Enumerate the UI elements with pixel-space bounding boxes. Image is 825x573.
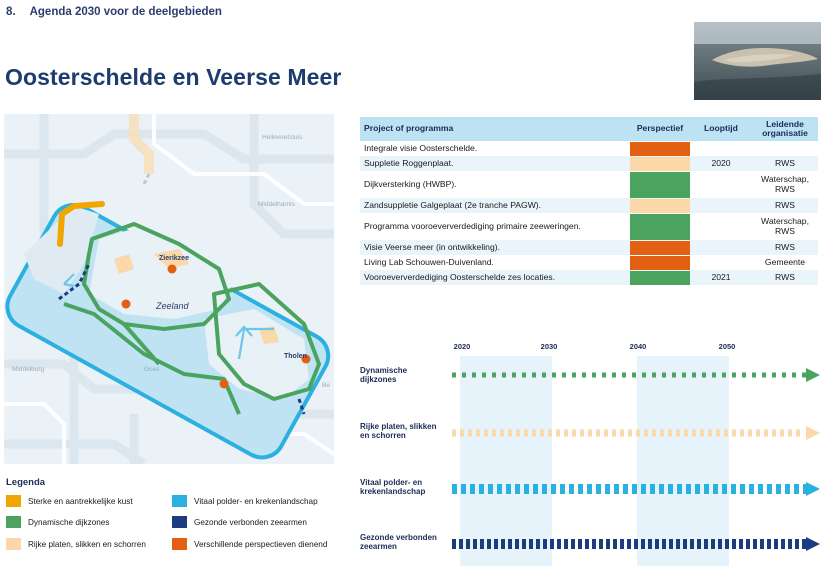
table-row <box>360 255 818 270</box>
project-cell: Zandsuppletie Galgeplaat (2e tranche PAGW). <box>360 198 630 213</box>
map-label-goes: Goes <box>144 366 160 373</box>
map-label-tholen: Tholen <box>284 353 307 360</box>
period-cell: 2021 <box>690 270 752 285</box>
legend-label: Verschillende perspectieven dienend <box>194 539 328 549</box>
table-row <box>360 156 818 171</box>
legend-item <box>172 516 307 528</box>
perspective-swatch <box>630 157 690 171</box>
timeline-track-arrow <box>452 368 820 382</box>
map-label-zierikzee: Zierikzee <box>159 255 189 262</box>
page-title: Oosterschelde en Veerse Meer <box>5 64 342 90</box>
map-label-middelharnis: Middelharnis <box>258 201 295 208</box>
legend-swatch <box>172 495 187 507</box>
map <box>4 114 334 464</box>
project-cell: Dijkversterking (HWBP). <box>360 171 630 198</box>
legend-swatch <box>172 516 187 528</box>
timeline-year: 2040 <box>629 342 647 351</box>
legend-item <box>172 495 318 507</box>
period-cell <box>690 171 752 198</box>
legend-label: Vitaal polder- en krekenlandschap <box>194 496 318 506</box>
legend-item <box>6 516 109 528</box>
header-perspective: Perspectief <box>630 117 690 141</box>
perspective-swatch <box>630 214 690 240</box>
perspective-cell <box>630 240 690 255</box>
lead-cell <box>752 141 818 156</box>
perspective-swatch <box>630 172 690 198</box>
project-cell: Suppletie Roggenplaat. <box>360 156 630 171</box>
legend-swatch <box>6 495 21 507</box>
legend-swatch <box>6 538 21 550</box>
legend-swatch <box>172 538 187 550</box>
lead-cell: Waterschap, RWS <box>752 213 818 240</box>
legend-item <box>6 538 146 550</box>
perspective-cell <box>630 171 690 198</box>
timeline-track-arrow <box>452 482 820 496</box>
perspective-cell <box>630 270 690 285</box>
header-project: Project of programma <box>360 117 630 141</box>
timeline-decade-band <box>637 356 729 566</box>
lead-cell: RWS <box>752 198 818 213</box>
timeline <box>360 342 822 564</box>
program-table <box>360 117 818 285</box>
table-row <box>360 270 818 285</box>
section-heading <box>6 6 222 18</box>
period-cell <box>690 198 752 213</box>
timeline-track-label: Gezonde verbonden zeearmen <box>360 533 437 552</box>
table-row <box>360 213 818 240</box>
timeline-year: 2020 <box>453 342 471 351</box>
perspective-swatch <box>630 199 690 213</box>
timeline-year: 2030 <box>540 342 558 351</box>
period-cell: 2020 <box>690 156 752 171</box>
aerial-photo <box>694 22 821 100</box>
legend-title: Legenda <box>6 477 46 488</box>
table-header-row <box>360 117 818 141</box>
header-period: Looptijd <box>690 117 752 141</box>
legend-label: Sterke en aantrekkelijke kust <box>28 496 133 506</box>
project-cell: Visie Veerse meer (in ontwikkeling). <box>360 240 630 255</box>
timeline-track-arrow <box>452 537 820 551</box>
perspective-swatch <box>630 256 690 270</box>
perspective-swatch <box>630 241 690 255</box>
perspective-cell <box>630 156 690 171</box>
lead-cell: RWS <box>752 240 818 255</box>
map-label-middelburg: Middelburg <box>12 366 45 373</box>
timeline-year: 2050 <box>718 342 736 351</box>
period-cell <box>690 255 752 270</box>
timeline-decade-band <box>460 356 552 566</box>
legend-item <box>6 495 133 507</box>
project-cell: Vooroeververdediging Oosterschelde zes locaties. <box>360 270 630 285</box>
lead-cell: RWS <box>752 270 818 285</box>
perspective-cell <box>630 255 690 270</box>
table-row <box>360 240 818 255</box>
project-cell: Living Lab Schouwen-Duivenland. <box>360 255 630 270</box>
lead-cell: RWS <box>752 156 818 171</box>
map-label-zeeland: Zeeland <box>156 301 189 311</box>
perspective-swatch <box>630 142 690 156</box>
perspective-cell <box>630 213 690 240</box>
table-row <box>360 141 818 156</box>
lead-cell: Gemeente <box>752 255 818 270</box>
table-row <box>360 198 818 213</box>
map-label-bergen: Be <box>322 382 330 389</box>
timeline-track-label: Rijke platen, slikken en schorren <box>360 422 437 441</box>
legend-label: Gezonde verbonden zeearmen <box>194 517 307 527</box>
section-number: 8. <box>6 6 16 18</box>
map-label-hellevoetsluis: Hellevoetsluis <box>262 134 303 141</box>
legend-swatch <box>6 516 21 528</box>
timeline-track-label: Dynamische dijkzones <box>360 366 408 385</box>
timeline-track-label: Vitaal polder- en krekenlandschap <box>360 478 426 497</box>
perspective-cell <box>630 198 690 213</box>
header-lead: Leidende organisatie <box>752 117 818 141</box>
project-cell: Integrale visie Oosterschelde. <box>360 141 630 156</box>
legend-label: Dynamische dijkzones <box>28 517 110 527</box>
legend-item <box>172 538 327 550</box>
period-cell <box>690 141 752 156</box>
perspective-swatch <box>630 271 690 285</box>
timeline-track-arrow <box>452 426 820 440</box>
section-title: Agenda 2030 voor de deelgebieden <box>29 6 222 18</box>
period-cell <box>690 240 752 255</box>
period-cell <box>690 213 752 240</box>
legend-label: Rijke platen, slikken en schorren <box>28 539 146 549</box>
perspective-cell <box>630 141 690 156</box>
lead-cell: Waterschap, RWS <box>752 171 818 198</box>
project-cell: Programma vooroeververdediging primaire zeeweringen. <box>360 213 630 240</box>
table-row <box>360 171 818 198</box>
